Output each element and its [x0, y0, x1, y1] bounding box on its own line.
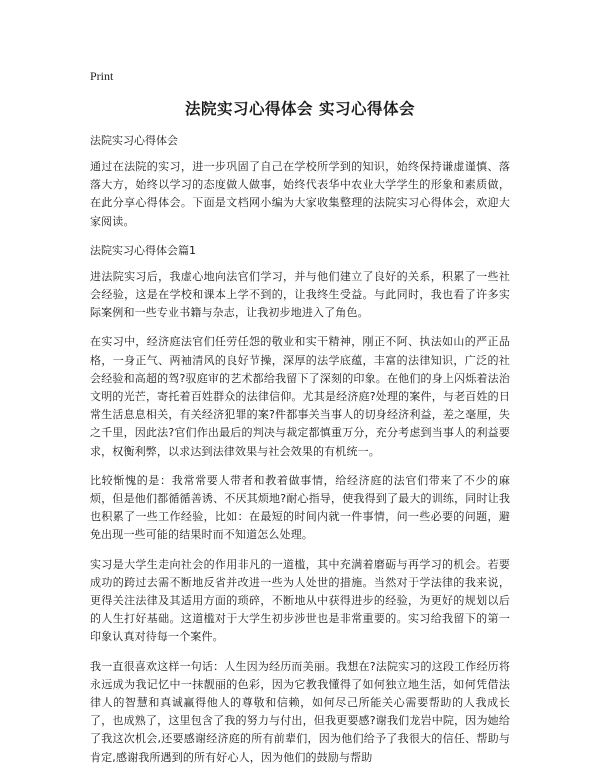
- intro-paragraph: 通过在法院的实习，进一步巩固了自己在学校所学到的知识，始终保持谦虚谨慎、落落大方，始终以学习的态度做人做事，始终代表华中农业大学学生的形象和素质做，在此分享心得体会。下面是文档网小编为大家收集整理的法院实习心得体会，欢迎大家阅读。: [90, 160, 510, 228]
- body-paragraph-3: 比较惭愧的是：我常常要人带者和教着做事情，给经济庭的法官们带来了不少的麻烦，但是他们都循循善诱、不厌其烦地?耐心指导，使我得到了最大的训练，同时让我也积累了一些工作经验，比如：在最短的时间内就一件事情，问一些必要的问题，避免出现一些可能的结果时而不知道怎么处理。: [90, 473, 510, 542]
- page-title: 法院实习心得体会 实习心得体会: [185, 100, 415, 118]
- body-paragraph-1: 进法院实习后，我虚心地向法官们学习，并与他们建立了良好的关系，积累了一些社会经验，这是在学校和课本上学不到的，让我终生受益。与此同时，我也看了许多实际案例和一些专业书籍与杂志，让我初步地进入了角色。: [90, 269, 510, 320]
- body-paragraph-2: 在实习中，经济庭法官们任劳任怨的敬业和实干精神，刚正不阿、执法如山的严正品格，一身正气、两袖清风的良好节操，深厚的法学底蕴，丰富的法律知识，广泛的社会经验和高超的驾?驭庭审的艺术都给我留下了深刻的印象。在他们的身上闪烁着法治文明的光芒，寄托着百姓群众的法律信仰。尤其是经济庭?处理的案件，与老百姓的日常生活息息相关，有关经济犯罪的案?件都事关当事人的切身经济利益，差之毫厘，失之千里，因此法?官们作出最后的判决与裁定都慎重万分，充分考虑到当事人的利益要求，权衡利弊，以求达到法律效果与社会效果的有机统一。: [90, 335, 510, 458]
- body-paragraph-5: 我一直很喜欢这样一句话：人生因为经历而美丽。我想在?法院实习的这段工作经历将永远成为我记忆中一抹靓丽的色彩，因为它教我懂得了如何独立地生活，如何凭借法律人的智慧和真诚赢得他人的尊敬和信赖，如何尽己所能关心需要帮助的人我成长了，也成熟了，这里包含了我的努力与付出，但我更要感?谢我们龙岩中院，因为她给了我这次机会,还要感谢经济庭的所有前辈们，因为他们给予了我很大的信任、帮助与肯定,感谢我所遇到的所有好心人，因为他们的鼓励与帮助: [90, 659, 510, 764]
- body-paragraph-4: 实习是大学生走向社会的作用非凡的一道槛，其中充满着磨砺与再学习的机会。若要成功的跨过去需不断地反省并改进一些为人处世的措施。当然对于学法律的我来说，更得关注法律及其适用方面的琐碎，不断地从中获得进步的经验，为更好的规划以后的人生打好基础。这道槛对于大学生初步涉世也是非常重要的。实习给我留下的第一印象认真对待每一个案件。: [90, 557, 510, 644]
- print-link[interactable]: Print: [90, 69, 114, 83]
- document-subtitle: 法院实习心得体会: [90, 134, 178, 147]
- section-heading: 法院实习心得体会篇1: [90, 243, 196, 257]
